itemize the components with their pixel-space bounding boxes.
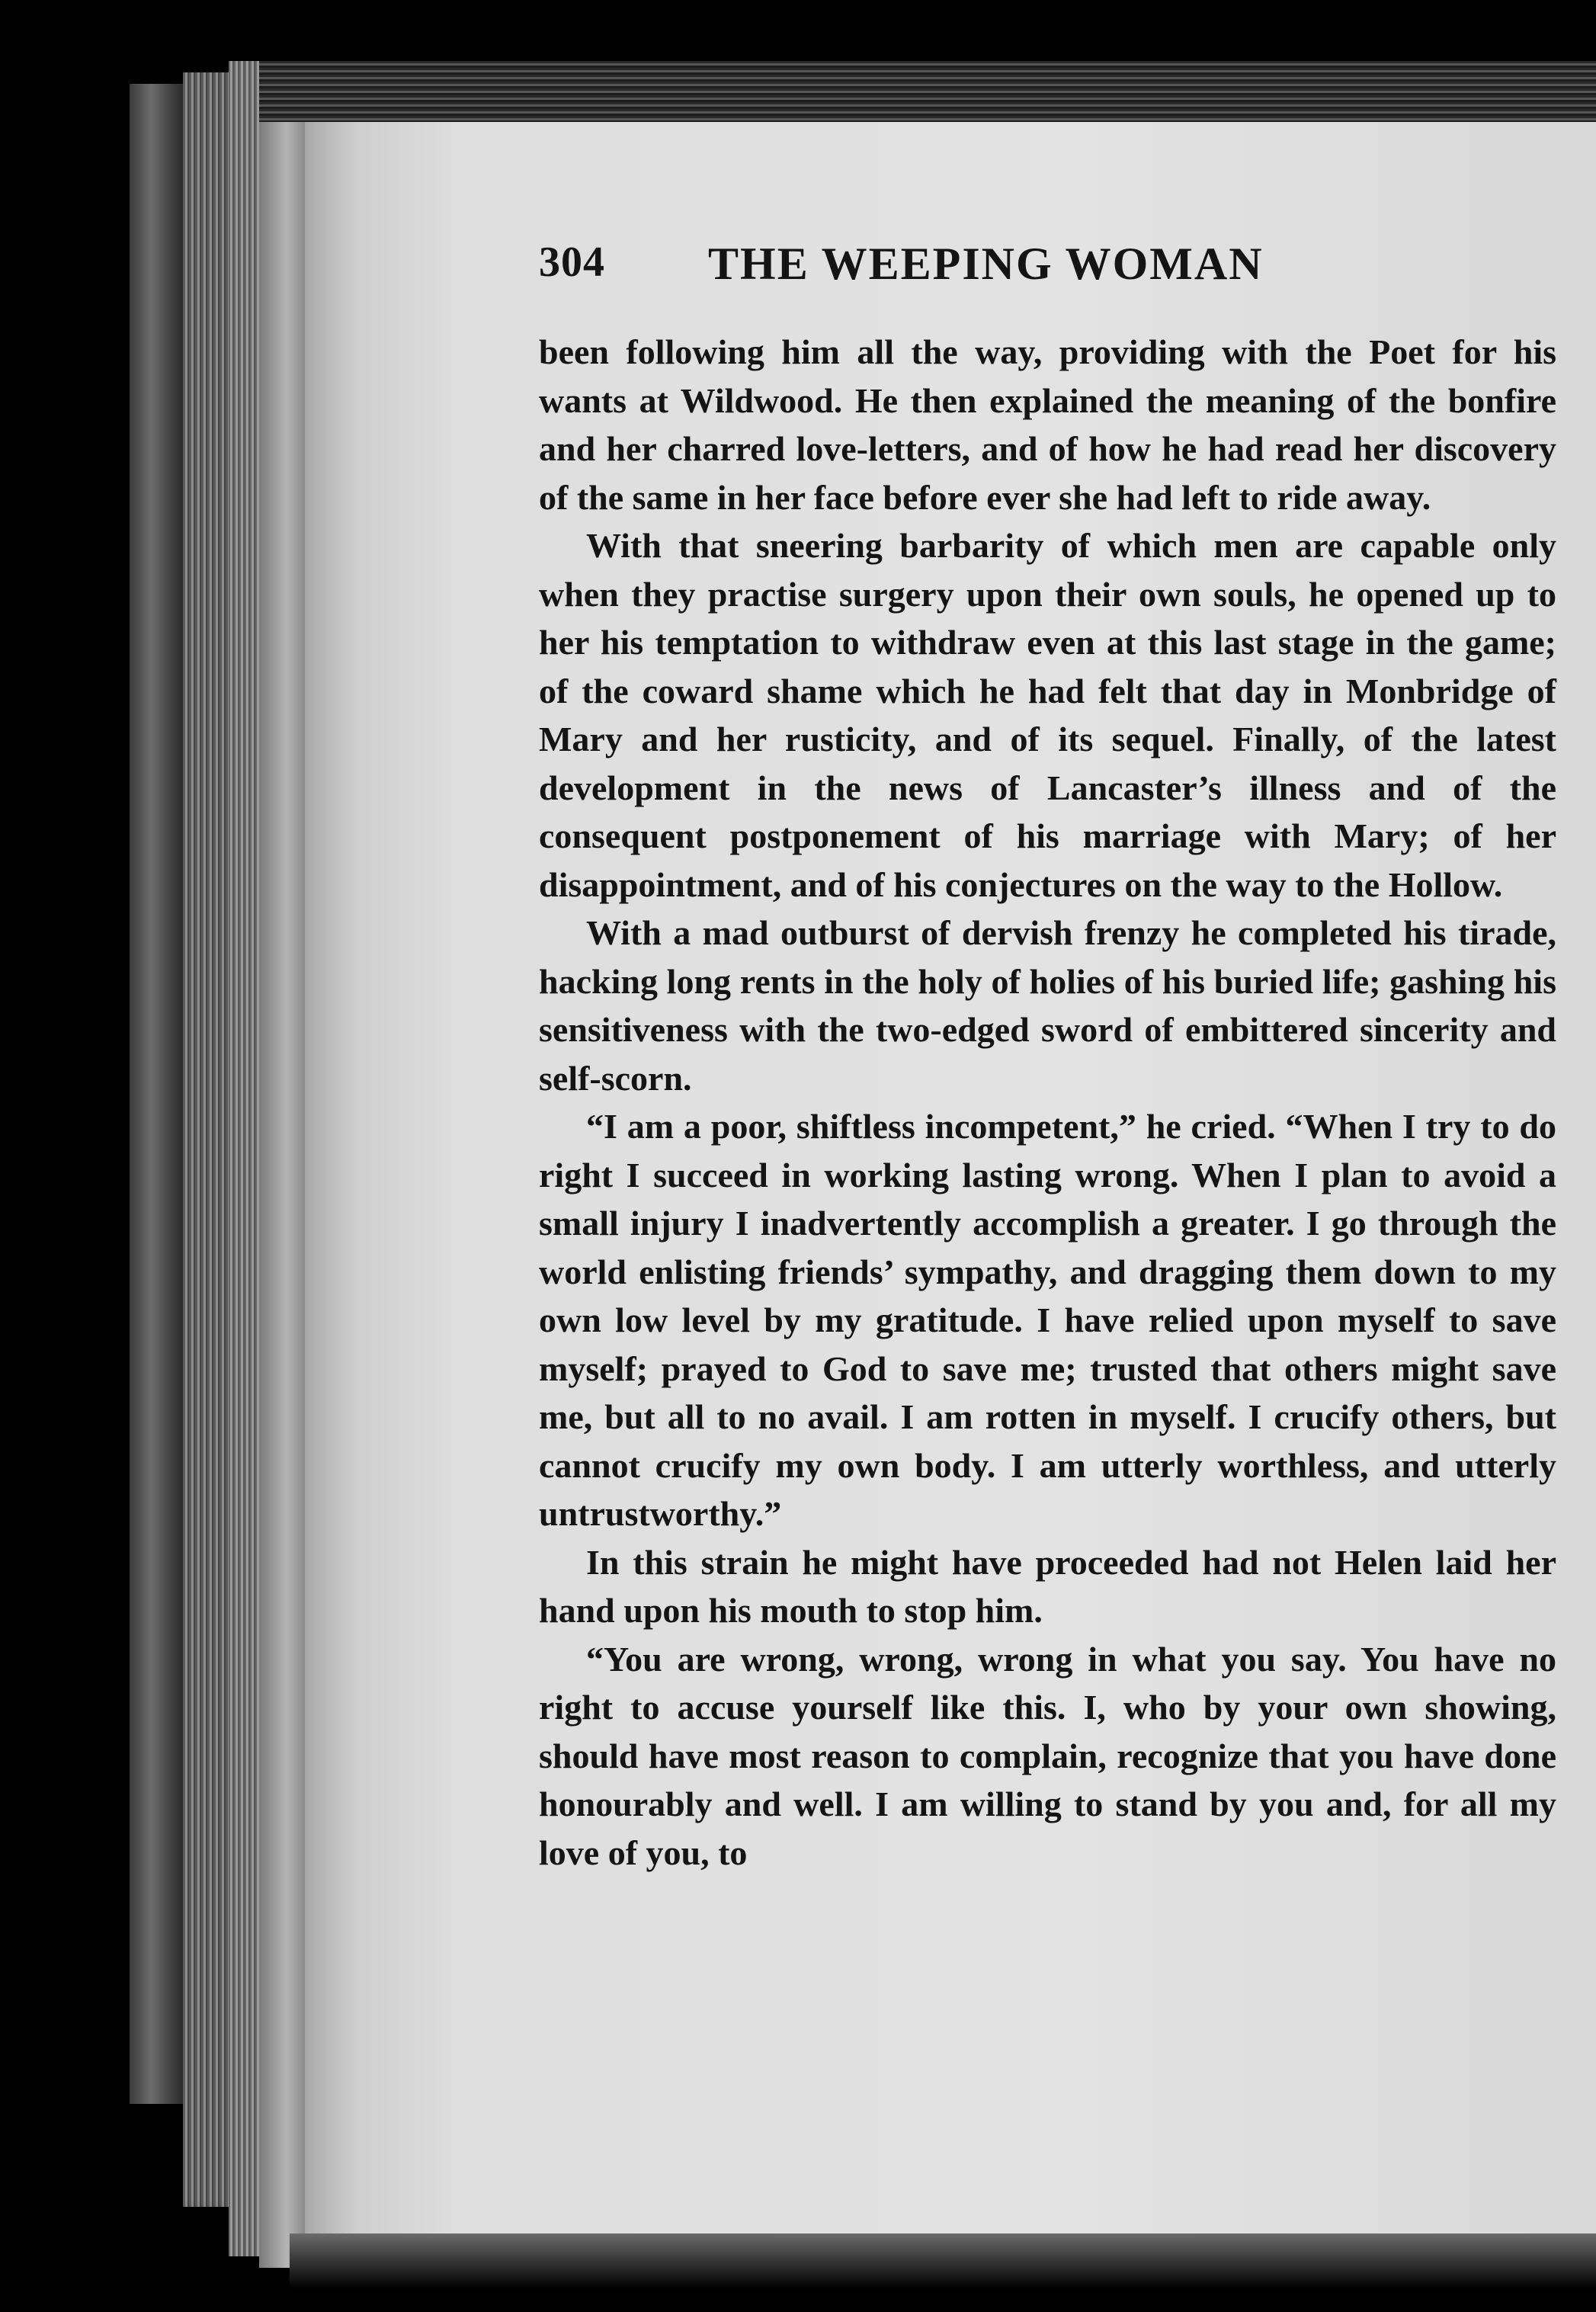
paragraph: In this strain he might have proceeded had not Helen laid her hand upon his mouth to stop him.	[539, 1542, 1556, 1630]
top-page-edge	[259, 61, 1596, 122]
paragraph: “You are wrong, wrong, wrong in what you say. You have no right to accuse yourself like this. I, who by your own showing, should have most reason to complain, recognize that you have done honourably and well. I am willing to stand by you and, for all my love of you, to	[539, 1639, 1556, 1872]
running-head: THE WEEPING WOMAN	[708, 239, 1264, 289]
paragraph: been following him all the way, providing with the Poet for his wants at Wildwood. He then explained the meaning of the bonfire and her charred love-letters, and of how he had read her discovery of the same in her face before ever she had left to ride away.	[539, 332, 1556, 517]
paragraph: With a mad outburst of dervish frenzy he completed his tirade, hacking long rents in the holy of holies of his buried life; gashing his sensitiveness with the two-edged sword of embittered sincerity and self-scorn.	[539, 913, 1556, 1098]
page-number: 304	[539, 239, 605, 286]
body-text	[539, 328, 1556, 1877]
page-edge	[259, 65, 305, 2268]
page-header	[539, 238, 1568, 299]
page-edge	[183, 72, 229, 2207]
paragraph: “I am a poor, shiftless incompetent,” he cried. “When I try to do right I succeed in working lasting wrong. When I plan to avoid a small injury I inadvertently accomplish a greater. I go through the world enlisting friends’ sympathy, and dragging them down to my own low level by my gratitude. I have relied upon myself to save myself; prayed to God to save me; trusted that others might save me, but all to no avail. I am rotten in myself. I crucify others, but cannot crucify my own body. I am utterly worthless, and utterly untrustworthy.”	[539, 1107, 1556, 1533]
bottom-shadow	[290, 2233, 1596, 2312]
page-edge	[130, 84, 183, 2104]
paragraph: With that sneering barbarity of which men are capable only when they practise surgery upon their own souls, he opened up to her his temptation to withdraw even at this last stage in the game; of the coward shame which he had felt that day in Monbridge of Mary and her rusticity, and of its sequel. Finally, of the latest development in the news of Lancaster’s illness and of the consequent postponement of his marriage with Mary; of her disappointment, and of his conjectures on the way to the Hollow.	[539, 526, 1556, 904]
